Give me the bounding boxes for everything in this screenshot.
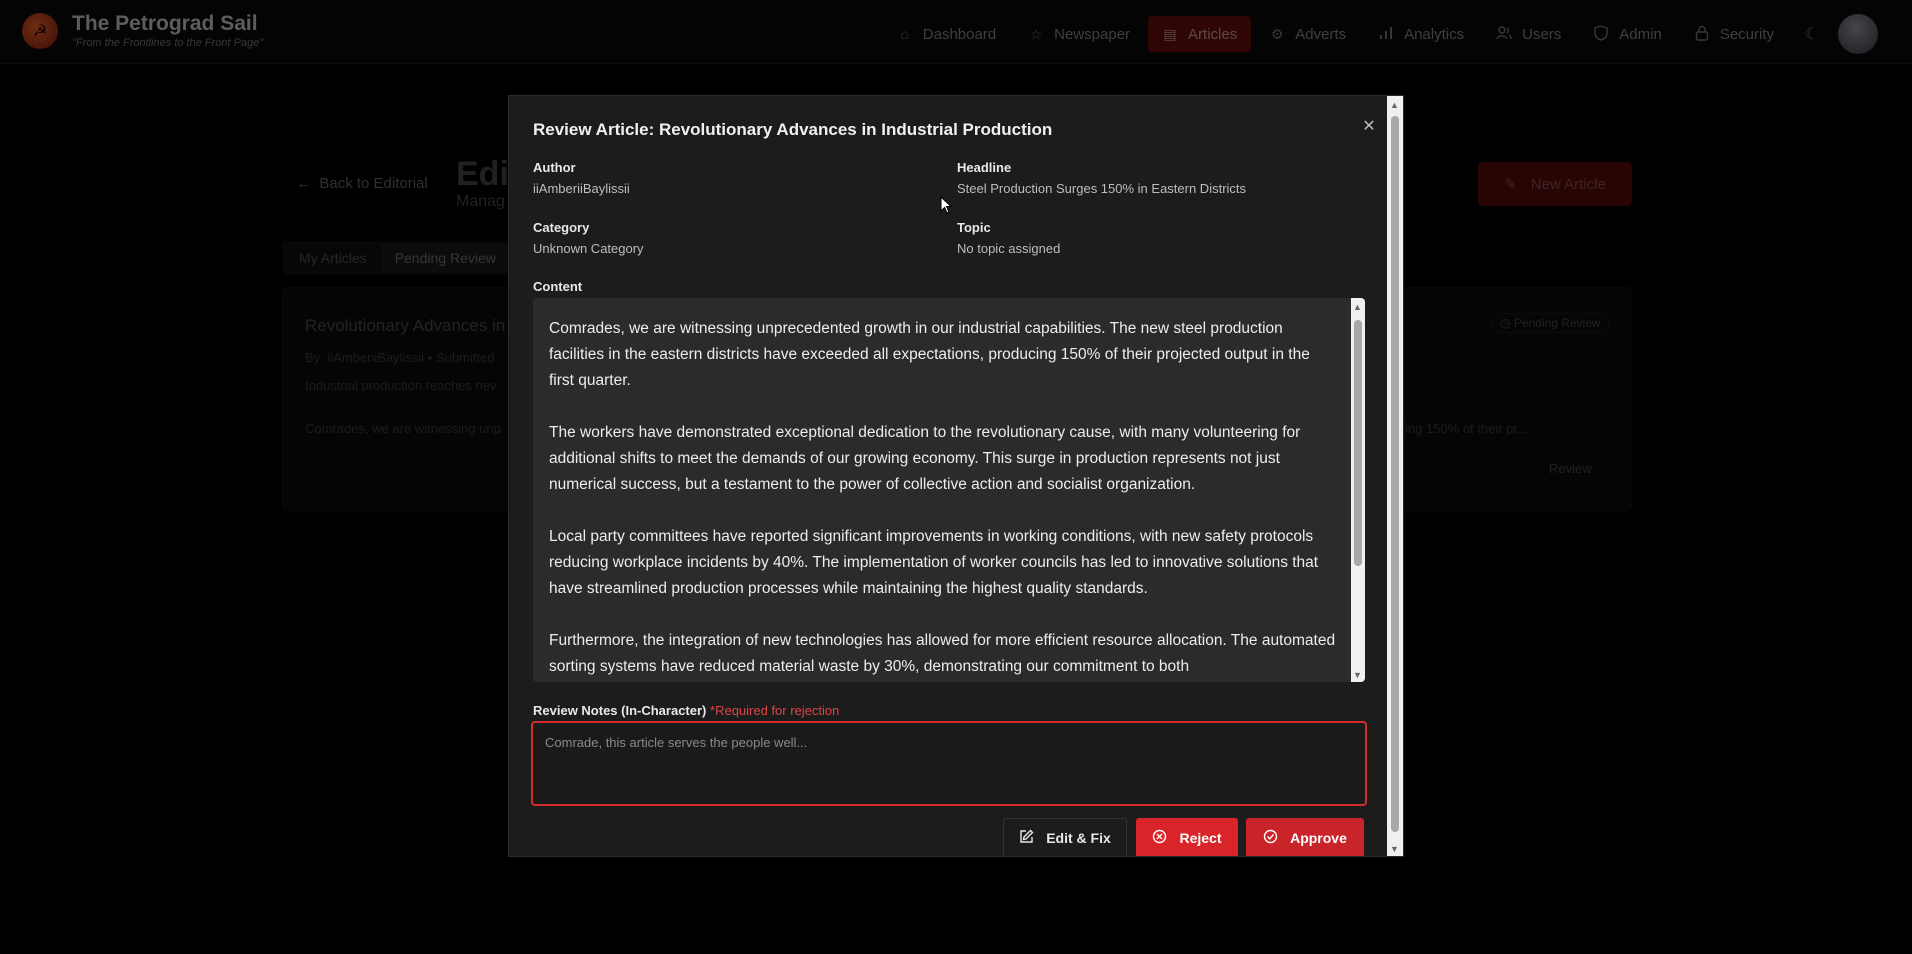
reject-button[interactable]: Reject <box>1136 818 1238 857</box>
author-value: iiAmberiiBaylissii <box>533 181 630 196</box>
scroll-down-icon[interactable]: ▼ <box>1390 844 1399 854</box>
x-circle-icon <box>1152 829 1167 848</box>
check-circle-icon <box>1263 829 1278 848</box>
content-paragraph: Comrades, we are witnessing unprecedented growth in our industrial capabilities. The new steel production facilities in the eastern districts have exceeded all expectations, producing 150% of their projected output in the first quarter. <box>549 320 1310 389</box>
content-paragraph: Local party committees have reported significant improvements in working conditions, with new safety protocols reducing workplace incidents by 40%. The implementation of worker councils has led to innovative solutions that have streamlined production processes while maintaining the highest quality standards. <box>549 528 1319 597</box>
edit-icon <box>1019 829 1034 848</box>
content-scrollbar-thumb[interactable] <box>1354 320 1362 566</box>
close-icon[interactable]: ✕ <box>1362 118 1376 135</box>
content-paragraph: The workers have demonstrated exceptional dedication to the revolutionary cause, with many volunteering for additional shifts to meet the demands of our growing economy. This surge in production represents not just numerical success, but a testament to the power of collective action and socialist organization. <box>549 424 1301 493</box>
article-content[interactable] <box>533 298 1365 682</box>
required-note: *Required for rejection <box>710 703 840 718</box>
modal-scrollbar[interactable] <box>1387 96 1403 856</box>
category-value: Unknown Category <box>533 241 644 256</box>
edit-fix-button[interactable]: Edit & Fix <box>1003 818 1127 857</box>
topic-label: Topic <box>957 220 991 235</box>
modal-title: Review Article: Revolutionary Advances in Industrial Production <box>533 120 1053 139</box>
topic-value: No topic assigned <box>957 241 1061 256</box>
author-label: Author <box>533 160 576 175</box>
headline-value: Steel Production Surges 150% in Eastern Districts <box>957 181 1247 196</box>
review-notes-label: Review Notes (In-Character) *Required for rejection <box>533 703 840 718</box>
review-notes-input[interactable] <box>531 721 1367 806</box>
review-article-modal <box>508 95 1404 857</box>
modal-scrollbar-thumb[interactable] <box>1391 116 1399 832</box>
content-paragraph: Furthermore, the integration of new technologies has allowed for more efficient resource allocation. The automated sorting systems have reduced material waste by 30%, demonstrating our commitment to both <box>549 632 1336 675</box>
headline-label: Headline <box>957 160 1012 175</box>
approve-button[interactable]: Approve <box>1246 818 1364 857</box>
article-content-text <box>549 316 1339 682</box>
scroll-up-icon[interactable]: ▲ <box>1353 302 1362 312</box>
content-label: Content <box>533 279 583 294</box>
scroll-up-icon[interactable]: ▲ <box>1390 100 1399 110</box>
scroll-down-icon[interactable]: ▼ <box>1353 670 1362 680</box>
category-label: Category <box>533 220 590 235</box>
content-scrollbar[interactable] <box>1351 298 1365 682</box>
mouse-cursor-icon <box>940 196 952 214</box>
